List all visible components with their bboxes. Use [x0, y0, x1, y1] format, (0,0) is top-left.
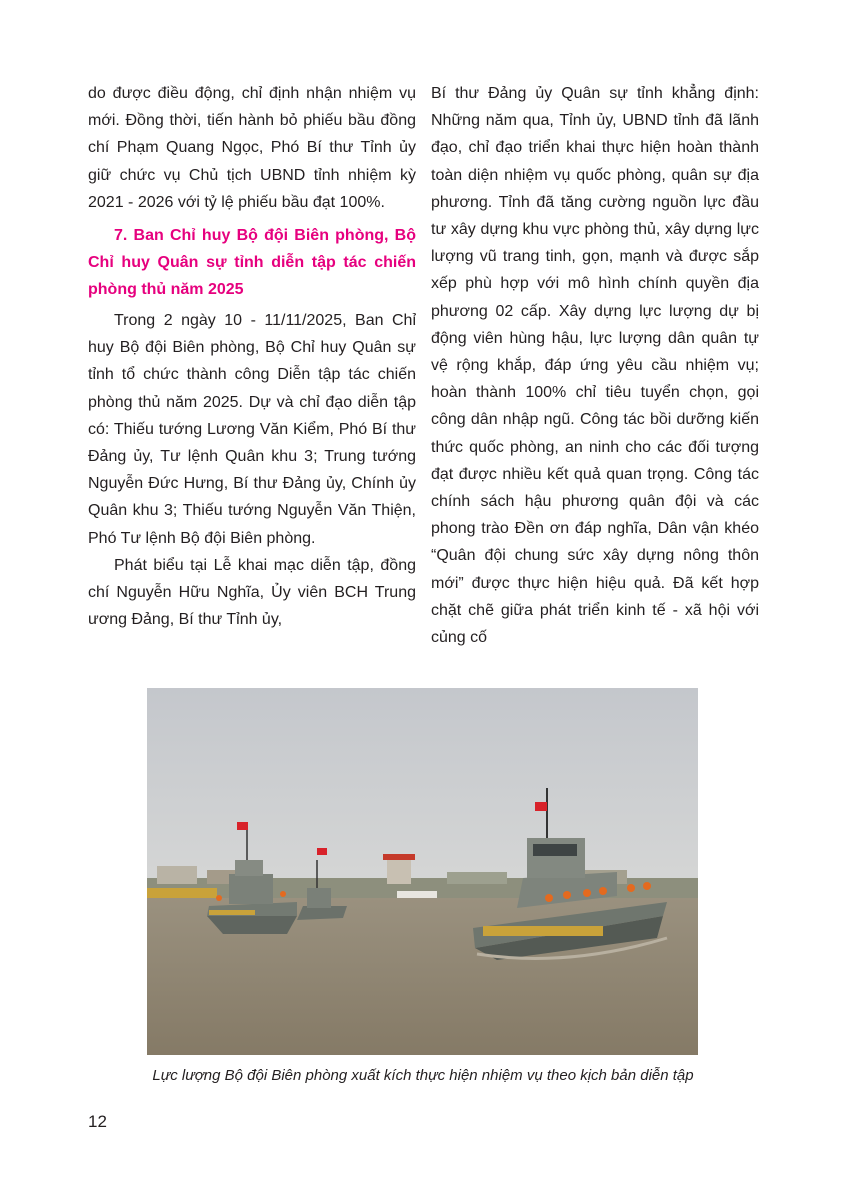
left-paragraph-2: Trong 2 ngày 10 - 11/11/2025, Ban Chỉ huy Bộ đội Biên phòng, Bộ Chỉ huy Quân sự tỉnh tổ chức thành công Diễn tập tác chiến phòng thủ năm 2025. Dự và chỉ đạo diễn tập có: Thiếu tướng Lương Văn Kiểm, Phó Bí thư Đảng ủy, Tư lệnh Quân khu 3; Trung tướng Nguyễn Đức Hưng, Bí thư Đảng ủy, Chính ủy Quân khu 3; Thiếu tướng Nguyễn Văn Thiện, Phó Tư lệnh Bộ đội Biên phòng. [88, 312, 416, 547]
left-paragraph-1: do được điều động, chỉ định nhận nhiệm vụ mới. Đồng thời, tiến hành bỏ phiếu bầu đồng chí Phạm Quang Ngọc, Phó Bí thư Tỉnh ủy giữ chức vụ Chủ tịch UBND tỉnh nhiệm kỳ 2021 - 2026 với tỷ lệ phiếu bầu đạt 100%. [88, 85, 416, 211]
section-heading: 7. Ban Chỉ huy Bộ đội Biên phòng, Bộ Chỉ huy Quân sự tỉnh diễn tập tác chiến phòng thủ năm 2025 [88, 227, 416, 299]
photo-caption: Lực lượng Bộ đội Biên phòng xuất kích thực hiện nhiệm vụ theo kịch bản diễn tập [152, 1067, 694, 1084]
sky [147, 688, 698, 898]
right-paragraph-1: Bí thư Đảng ủy Quân sự tỉnh khẳng định: Những năm qua, Tỉnh ủy, UBND tỉnh đã lãnh đạo, chỉ đạo triển khai thực hiện hoàn thành toàn diện nhiệm vụ quốc phòng, quân sự địa phương. Tỉnh đã tăng cường nguồn lực đầu tư xây dựng khu vực phòng thủ, xây dựng lực lượng vũ trang tinh, gọn, mạnh và được sắp xếp phù hợp với mô hình chính quyền địa phương 02 cấp. Xây dựng lực lượng dự bị động viên hùng hậu, lực lượng dân quân tự vệ rộng khắp, đáp ứng yêu cầu nhiệm vụ; hoàn thành 100% chỉ tiêu tuyển chọn, gọi công dân nhập ngũ. Công tác bồi dưỡng kiến thức quốc phòng, an ninh cho các đối tượng đạt được nhiều kết quả quan trọng. Công tác chính sách hậu phương quân đội và các phong trào Đền ơn đáp nghĩa, Dân vận khéo “Quân đội chung sức xây dựng nông thôn mới” được thực hiện hiệu quả. Đã kết hợp chặt chẽ giữa phát triển kinh tế - xã hội với củng cố [431, 85, 759, 647]
page-number: 12 [88, 1112, 107, 1131]
boats-photo-image [147, 688, 698, 1055]
left-paragraph-3: Phát biểu tại Lễ khai mạc diễn tập, đồng chí Nguyễn Hữu Nghĩa, Ủy viên BCH Trung ương Đảng, Bí thư Tỉnh ủy, [88, 556, 416, 629]
right-column [431, 80, 759, 651]
boats-photo [147, 688, 698, 1055]
left-column [88, 80, 416, 633]
